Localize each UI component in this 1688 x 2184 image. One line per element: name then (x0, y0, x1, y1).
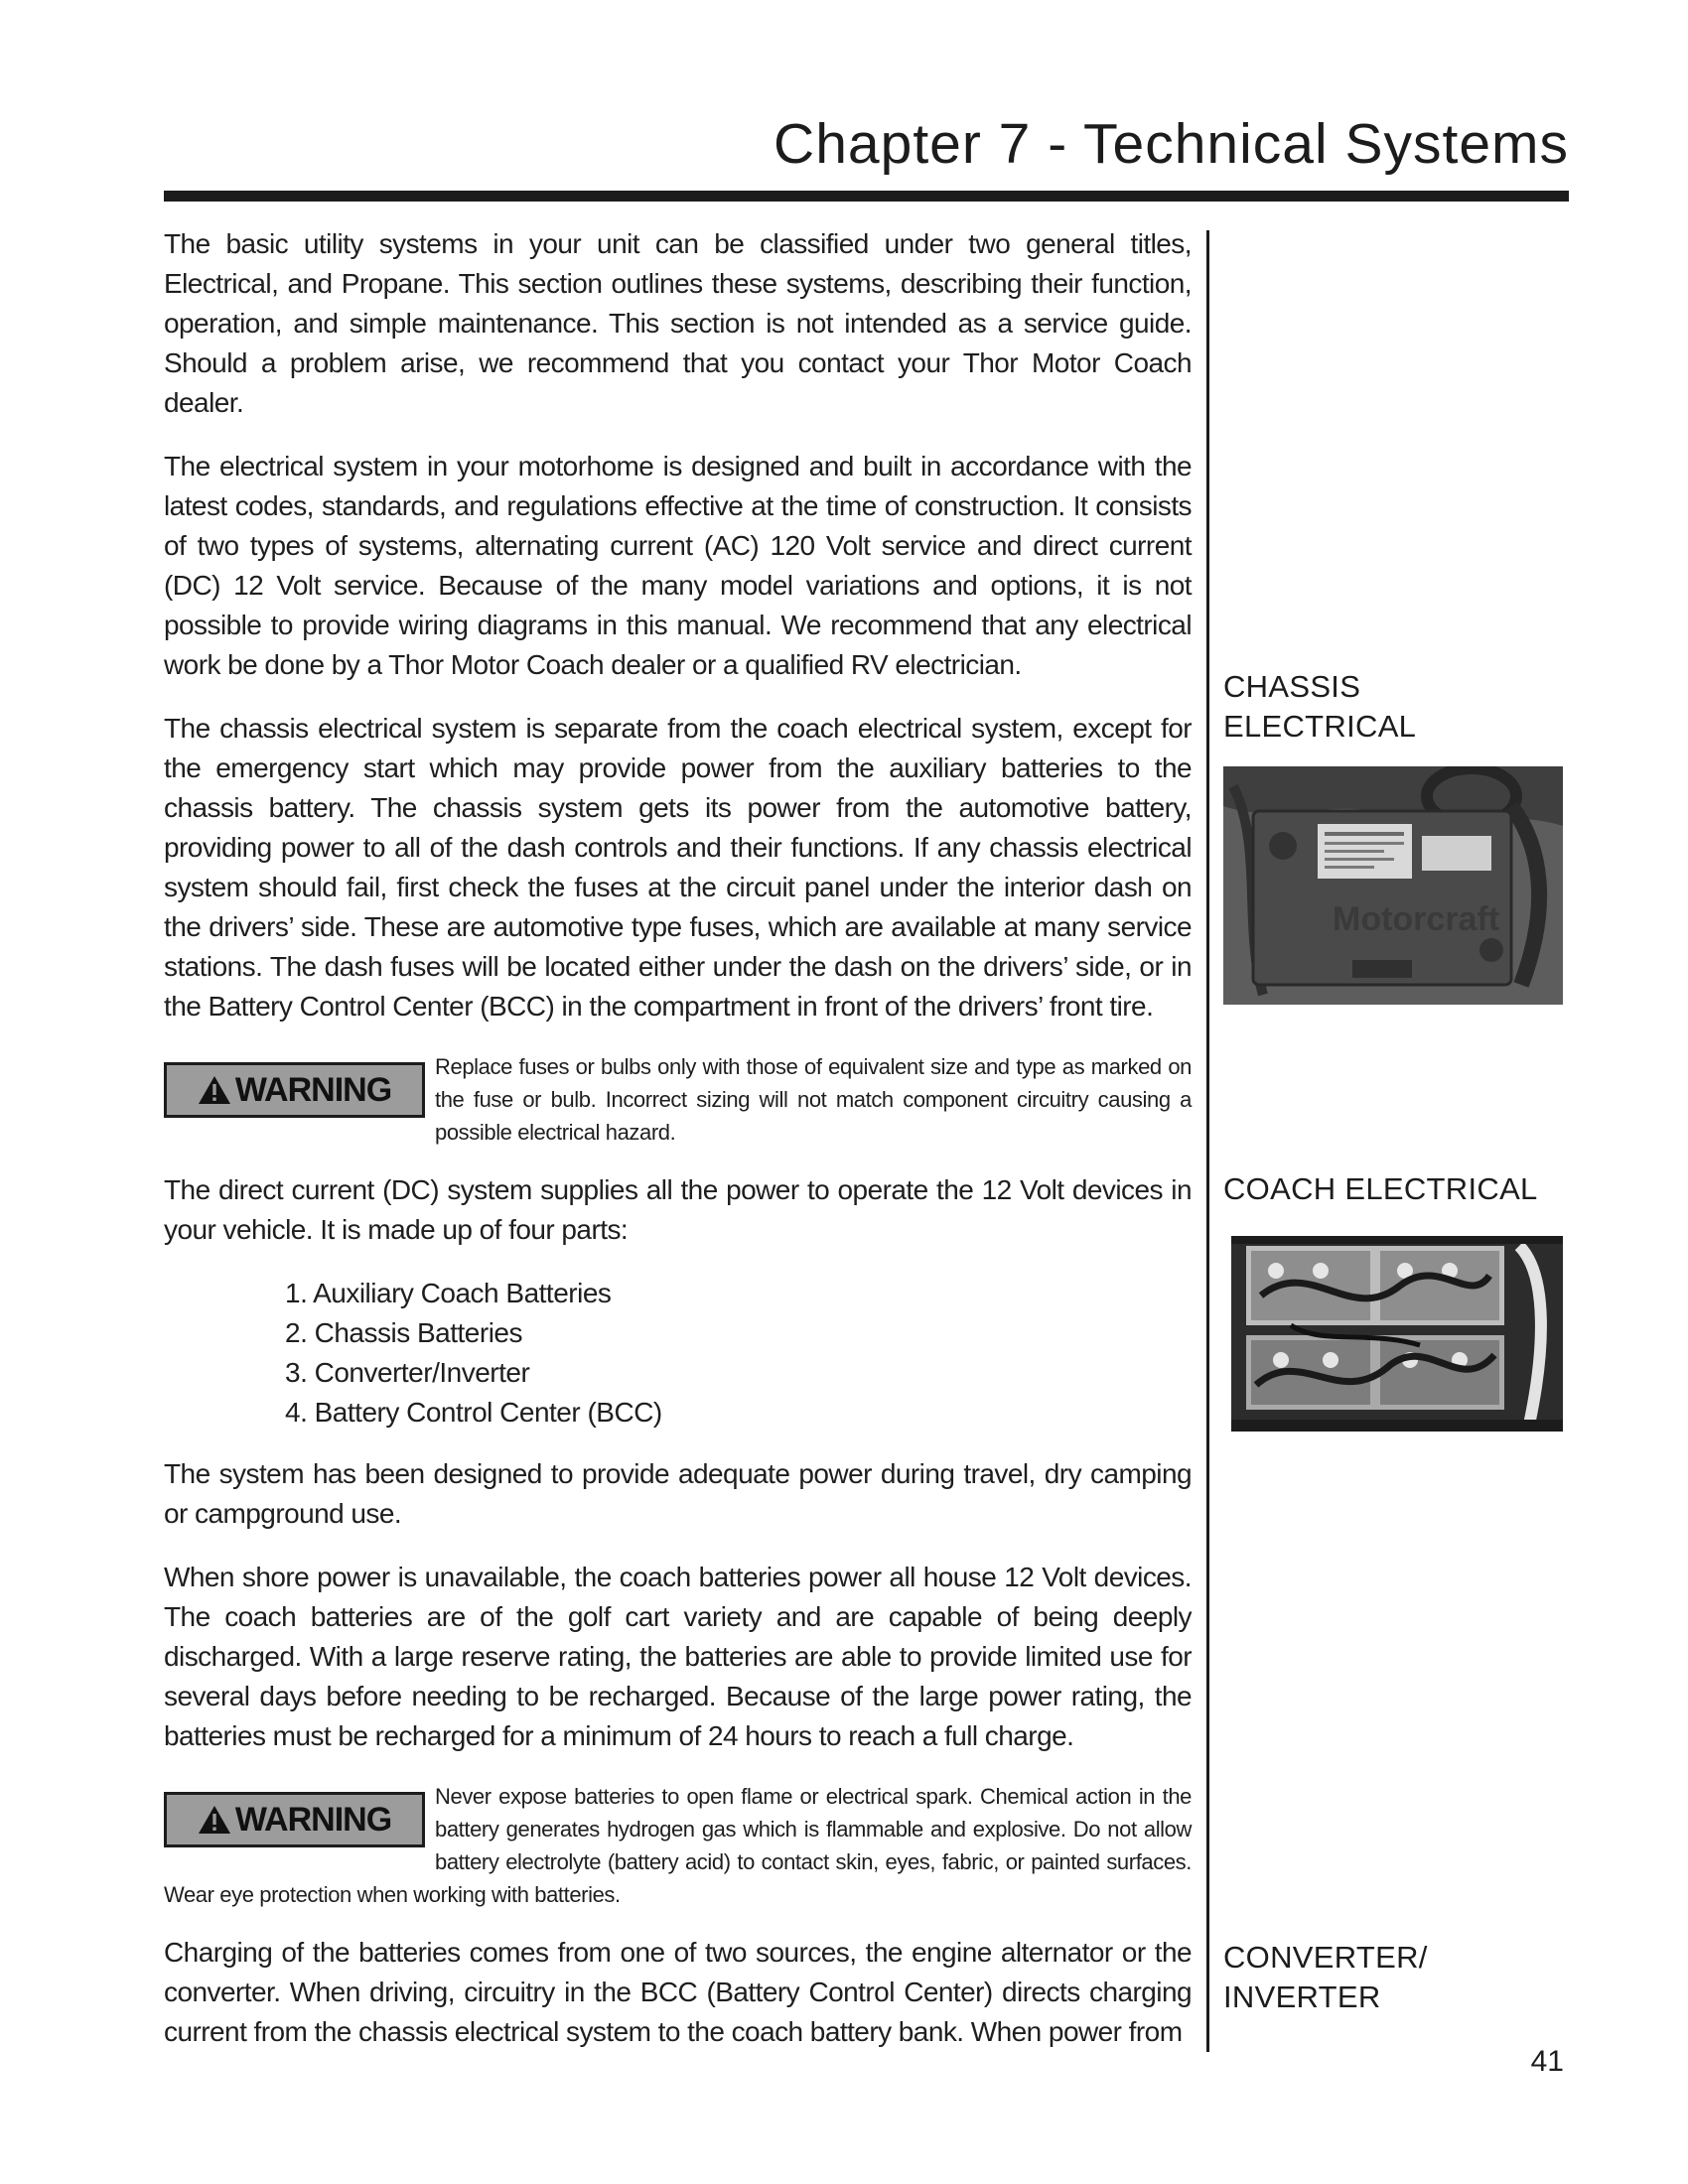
dc-parts-list (164, 1274, 1192, 1433)
charging-paragraph: Charging of the batteries comes from one of two sources, the engine alternator or the converter. When driving, circuitry in the BCC (Battery Control Center) directs charging current from the chassis electrical system to the coach battery bank. When power from (164, 1937, 1192, 2047)
warning-triangle-icon (198, 1075, 231, 1105)
main-column (164, 224, 1192, 2076)
list-item: 1. Auxiliary Coach Batteries (285, 1278, 612, 1308)
electrical-paragraph: The electrical system in your motorhome is designed and built in accordance with the latest codes, standards, and regulations effective at the time of construction. It consists of two types of systems, alternating current (AC) 120 Volt service and direct current (DC) 12 Volt service. Because of the many model variations and options, it is not possible to provide wiring diagrams in this manual. We recommend that any electrical work be done by a Thor Motor Coach dealer or a qualified RV electrician. (164, 451, 1192, 680)
page-number: 41 (1530, 2045, 1564, 2078)
warning-badge-label: WARNING (234, 1800, 392, 1839)
chassis-battery-photo (1223, 766, 1563, 1005)
coach-batteries-image (1231, 1236, 1563, 1432)
shore-power-paragraph: When shore power is unavailable, the coach batteries power all house 12 Volt devices. The coach batteries are of the golf cart variety and are capable of being deeply discharged. With a large reserve rating, the batteries are able to provide limited use for several days before needing to be recharged. Because of the large power rating, the batteries must be recharged for a minimum of 24 hours to reach a full charge. (164, 1562, 1192, 1751)
warning-badge (164, 1792, 425, 1847)
sidebar-converter-line2: INVERTER (1223, 1979, 1381, 2014)
sidebar-chassis-line1: CHASSIS (1223, 669, 1361, 704)
warning-batteries (164, 1780, 1192, 1911)
sidebar-coach-heading: COACH ELECTRICAL (1223, 1171, 1538, 1206)
dc-paragraph: The direct current (DC) system supplies all the power to operate the 12 Volt devices in your vehicle. It is made up of four parts: (164, 1174, 1192, 1245)
sidebar-converter-heading (1223, 1938, 1428, 2017)
list-item: 2. Chassis Batteries (285, 1317, 522, 1348)
warning-badge (164, 1062, 425, 1118)
list-item: 4. Battery Control Center (BCC) (285, 1397, 662, 1428)
chassis-paragraph: The chassis electrical system is separate from the coach electrical system, except for the emergency start which may provide power from the auxiliary batteries to the chassis battery. The chassis system gets its power from the automotive battery, providing power to all of the dash controls and their functions. If any chassis electrical system should fail, first check the fuses at the circuit panel under the interior dash on the drivers’ side. These are automotive type fuses, which are available at many service stations. The dash fuses will be located either under the dash on the drivers’ side, or in the Battery Control Center (BCC) in the compartment in front of the drivers’ front tire. (164, 713, 1192, 1022)
sidebar-converter-line1: CONVERTER/ (1223, 1940, 1428, 1975)
warning-badge-label: WARNING (234, 1070, 392, 1109)
system-paragraph: The system has been designed to provide adequate power during travel, dry camping or campground use. (164, 1458, 1192, 1529)
list-item: 3. Converter/Inverter (285, 1357, 530, 1388)
battery-brand-text: Motorcraft (1333, 900, 1500, 938)
title-rule (164, 191, 1569, 202)
coach-batteries-photo (1231, 1236, 1563, 1432)
column-divider (1206, 230, 1209, 2052)
warning-text: Replace fuses or bulbs only with those of equivalent size and type as marked on the fuse or bulb. Incorrect sizing will not match component circuitry causing a possible electrical hazard. (435, 1054, 1192, 1145)
sidebar-chassis-line2: ELECTRICAL (1223, 709, 1417, 744)
battery-photo-image (1223, 766, 1563, 1005)
intro-paragraph: The basic utility systems in your unit can be classified under two general titles, Electrical, and Propane. This section outlines these systems, describing their function, operation, and simple maintenance. This section is not intended as a service guide. Should a problem arise, we recommend that you contact your Thor Motor Coach dealer. (164, 228, 1192, 418)
warning-fuses (164, 1050, 1192, 1149)
warning-text: Never expose batteries to open flame or electrical spark. Chemical action in the battery generates hydrogen gas which is flammable and explosive. Do not allow battery electrolyte (battery acid) to contact skin, eyes, fabric, or painted surfaces. Wear eye protection when working with batteries. (164, 1784, 1192, 1907)
sidebar-chassis-heading (1223, 667, 1416, 747)
warning-triangle-icon (198, 1805, 231, 1835)
page-title: Chapter 7 - Technical Systems (774, 112, 1569, 176)
